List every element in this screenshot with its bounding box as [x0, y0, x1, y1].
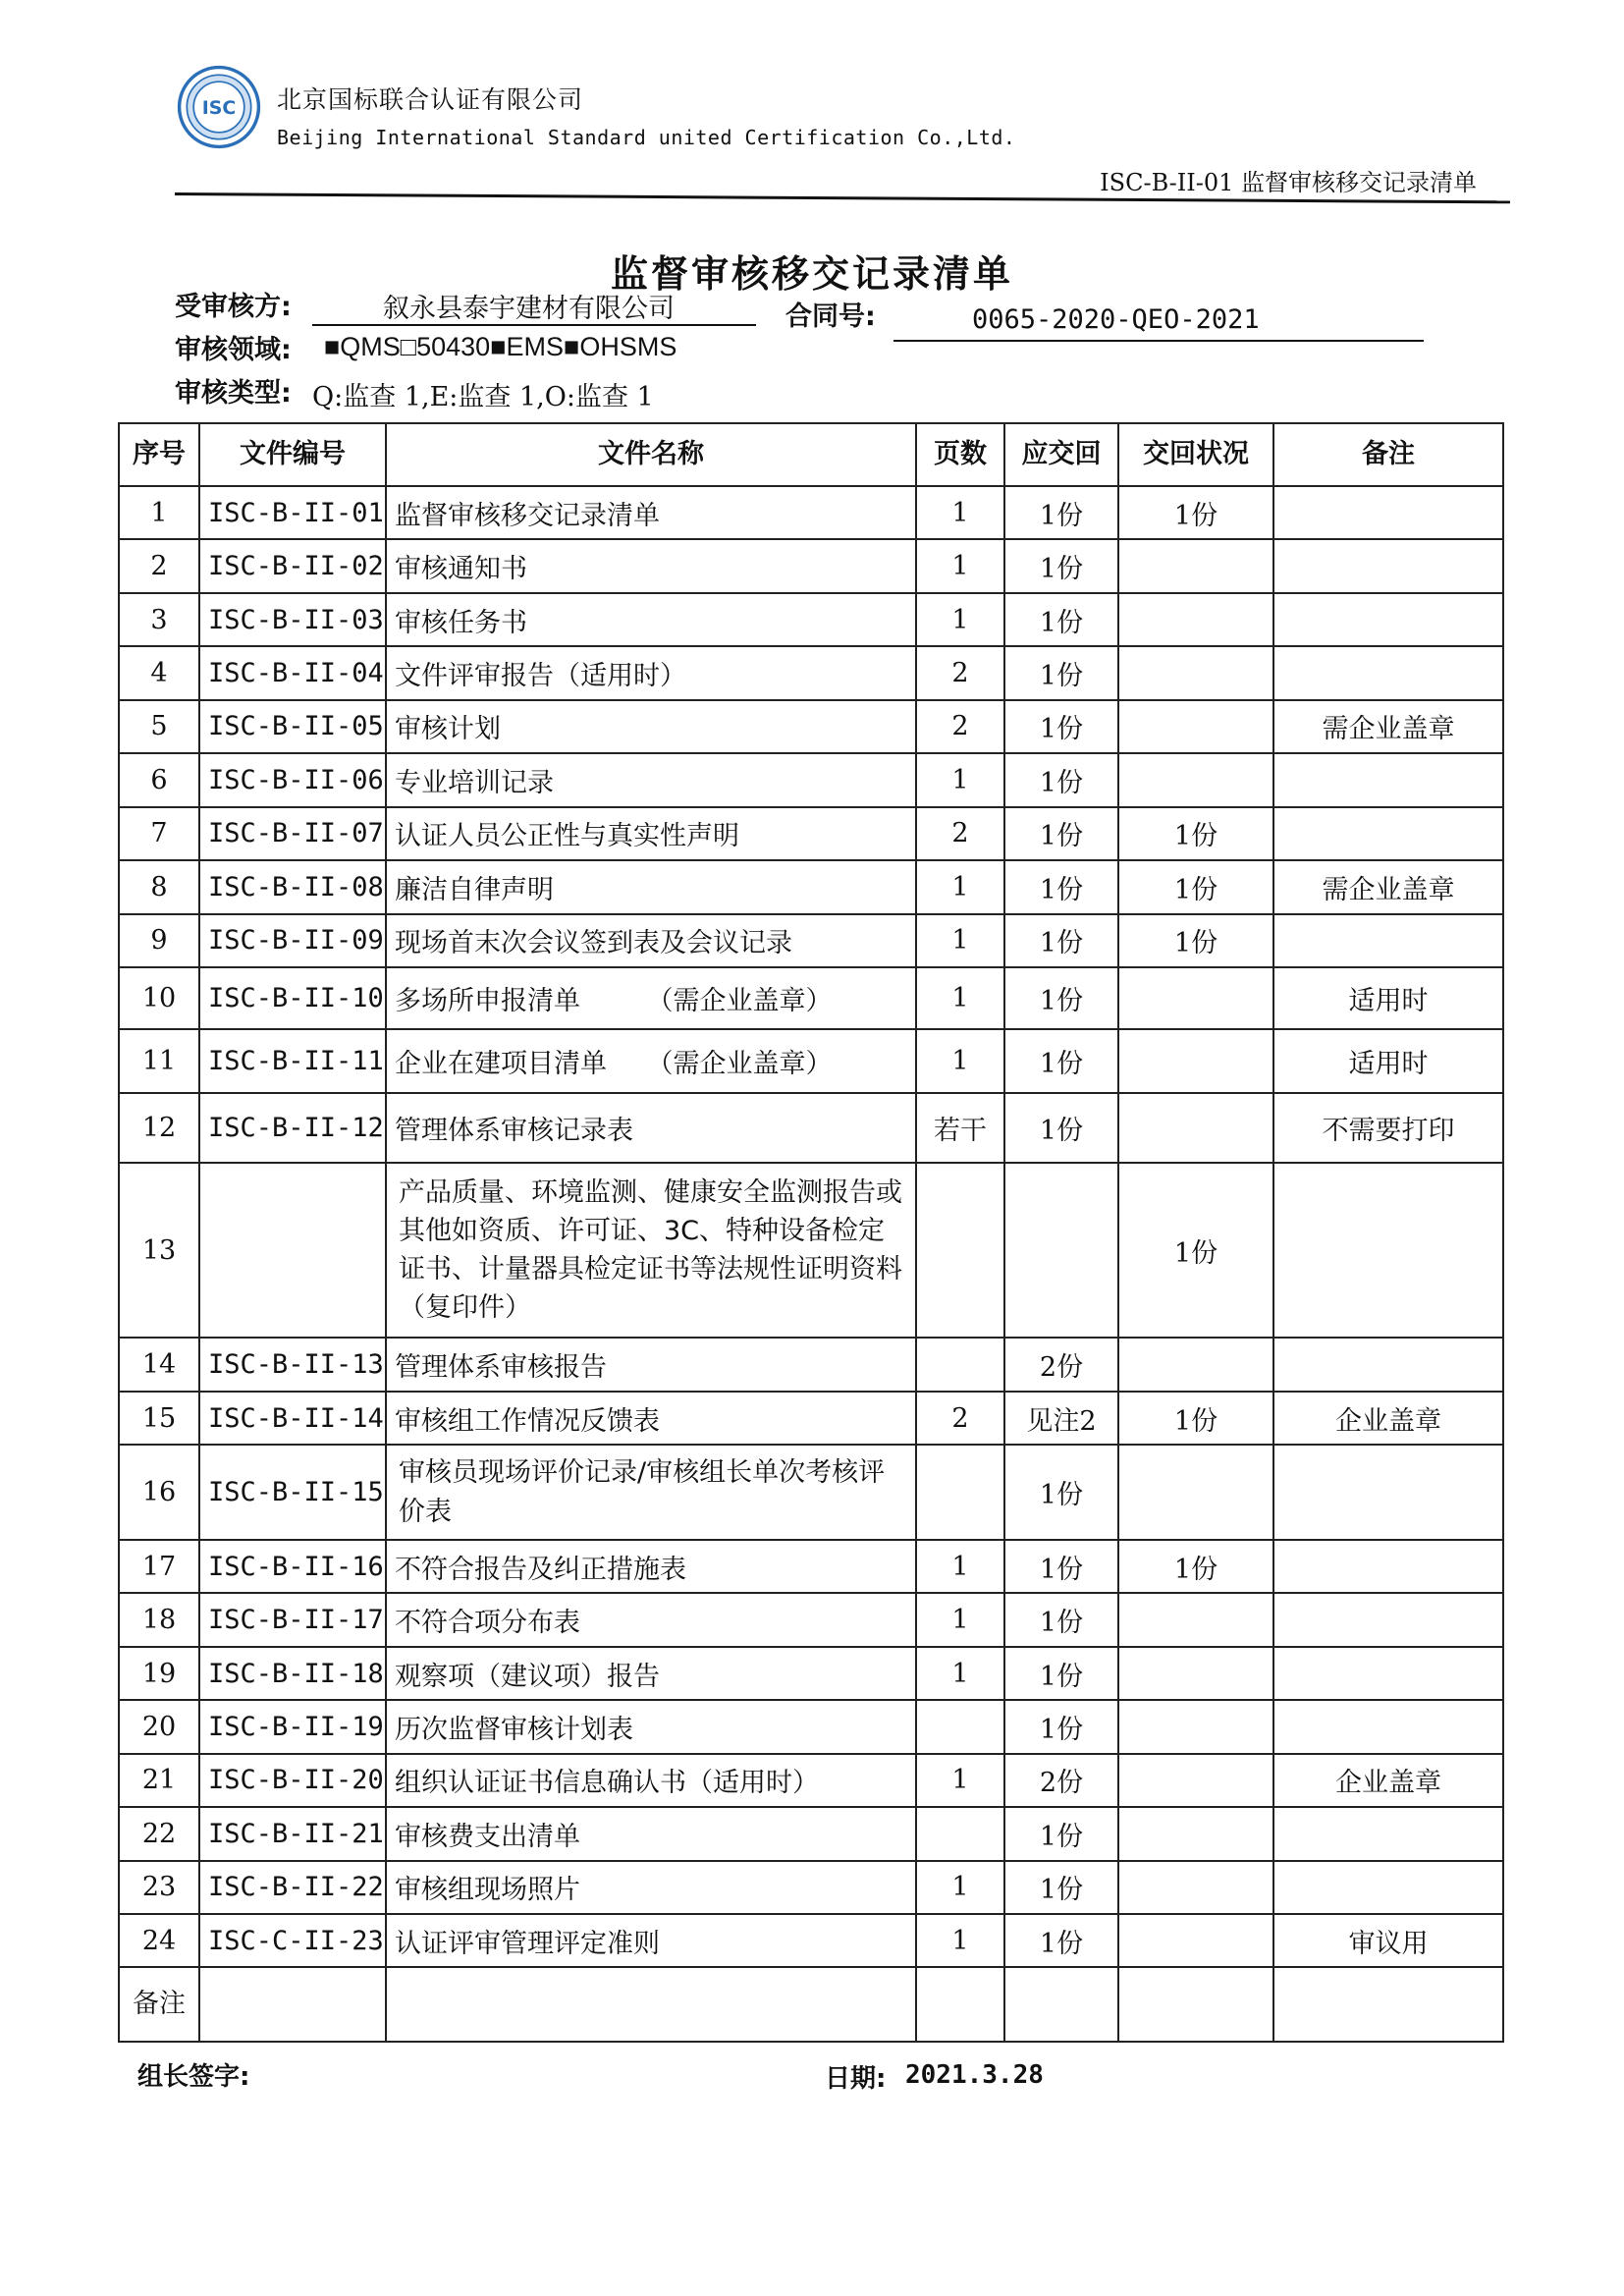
row-due: 1份 [1004, 1445, 1118, 1540]
row-seq: 23 [119, 1861, 199, 1914]
header-seq: 序号 [119, 423, 199, 486]
row-file-name: 审核组现场照片 [386, 1861, 916, 1914]
row-due: 1份 [1004, 1593, 1118, 1646]
row-due: 1份 [1004, 1647, 1118, 1700]
row-pages: 若干 [916, 1093, 1004, 1163]
table-row [119, 860, 1503, 913]
auditee-label: 受审核方: [175, 292, 292, 322]
row-due: 1份 [1004, 539, 1118, 592]
row-seq: 2 [119, 539, 199, 592]
row-remark [1273, 914, 1503, 967]
row-remark [1273, 593, 1503, 646]
row-file-name: 组织认证证书信息确认书（适用时） [386, 1754, 916, 1807]
table-row [119, 1093, 1503, 1163]
row-file-name: 审核计划 [386, 700, 916, 753]
header-code: 文件编号 [199, 423, 386, 486]
row-seq: 4 [119, 646, 199, 699]
row-seq: 21 [119, 1754, 199, 1807]
row-returned: 1份 [1118, 807, 1273, 860]
row-pages [916, 1163, 1004, 1339]
row-returned [1118, 1914, 1273, 1967]
row-file-code: ISC-B-II-04 [199, 646, 386, 699]
domain-value: ■QMS□50430■EMS■OHSMS [324, 332, 677, 361]
form-code: ISC-B-II-01 监督审核移交记录清单 [1100, 169, 1477, 196]
row-returned [1118, 1700, 1273, 1753]
row-pages [916, 1700, 1004, 1753]
row-pages: 1 [916, 539, 1004, 592]
row-due: 1份 [1004, 1029, 1118, 1093]
row-returned: 1份 [1118, 1392, 1273, 1445]
table-row [119, 1540, 1503, 1593]
row-seq: 5 [119, 700, 199, 753]
row-due: 1份 [1004, 593, 1118, 646]
table-row [119, 646, 1503, 699]
row-due: 1份 [1004, 1807, 1118, 1860]
remarks-cell [1118, 1967, 1273, 2042]
row-remark [1273, 1647, 1503, 1700]
row-returned: 1份 [1118, 860, 1273, 913]
row-pages: 1 [916, 1914, 1004, 1967]
row-file-code: ISC-B-II-02 [199, 539, 386, 592]
contract-label: 合同号: [785, 301, 876, 332]
row-file-code: ISC-B-II-08 [199, 860, 386, 913]
row-pages: 1 [916, 967, 1004, 1029]
row-seq: 10 [119, 967, 199, 1029]
table-row [119, 1338, 1503, 1391]
row-file-code: ISC-B-II-07 [199, 807, 386, 860]
row-file-name: 审核任务书 [386, 593, 916, 646]
row-returned: 1份 [1118, 1163, 1273, 1339]
header-returned: 交回状况 [1118, 423, 1273, 486]
row-pages [916, 1807, 1004, 1860]
audit-type-value: Q:监查 1,E:监查 1,O:监查 1 [312, 382, 654, 412]
row-seq: 14 [119, 1338, 199, 1391]
row-file-code: ISC-B-II-12 [199, 1093, 386, 1163]
company-logo [177, 65, 261, 149]
row-returned [1118, 1445, 1273, 1540]
row-remark: 企业盖章 [1273, 1754, 1503, 1807]
row-due: 1份 [1004, 1914, 1118, 1967]
row-remark [1273, 1445, 1503, 1540]
row-due: 1份 [1004, 1540, 1118, 1593]
row-returned [1118, 1029, 1273, 1093]
row-pages: 1 [916, 1647, 1004, 1700]
row-seq: 20 [119, 1700, 199, 1753]
row-pages: 1 [916, 1540, 1004, 1593]
row-returned [1118, 1754, 1273, 1807]
row-seq: 16 [119, 1445, 199, 1540]
header-name: 文件名称 [386, 423, 916, 486]
row-file-code [199, 1163, 386, 1339]
row-remark [1273, 1163, 1503, 1339]
row-due: 1份 [1004, 967, 1118, 1029]
row-remark [1273, 646, 1503, 699]
row-file-code: ISC-B-II-13 [199, 1338, 386, 1391]
table-row [119, 1163, 1503, 1339]
row-returned [1118, 700, 1273, 753]
row-due: 1份 [1004, 1700, 1118, 1753]
row-seq: 8 [119, 860, 199, 913]
row-file-code: ISC-B-II-15 [199, 1445, 386, 1540]
row-due: 2份 [1004, 1754, 1118, 1807]
table-row [119, 1392, 1503, 1445]
row-remark [1273, 1540, 1503, 1593]
company-name-en: Beijing International Standard united Certification Co.,Ltd. [277, 126, 1016, 149]
row-seq: 6 [119, 753, 199, 806]
table-row [119, 1914, 1503, 1967]
row-file-code: ISC-B-II-09 [199, 914, 386, 967]
remarks-row [119, 1967, 1503, 2042]
row-file-name: 多场所申报清单 （需企业盖章） [386, 967, 916, 1029]
row-pages: 1 [916, 486, 1004, 539]
row-due: 2份 [1004, 1338, 1118, 1391]
table-row [119, 1700, 1503, 1753]
row-returned [1118, 1647, 1273, 1700]
row-file-code: ISC-C-II-23 [199, 1914, 386, 1967]
row-file-code: ISC-B-II-18 [199, 1647, 386, 1700]
domain-label: 审核领域: [175, 335, 292, 365]
row-returned [1118, 539, 1273, 592]
row-file-code: ISC-B-II-03 [199, 593, 386, 646]
row-pages [916, 1338, 1004, 1391]
logo-text: ISC [201, 96, 237, 119]
remarks-cell [916, 1967, 1004, 2042]
row-file-name: 审核组工作情况反馈表 [386, 1392, 916, 1445]
table-row [119, 1807, 1503, 1860]
row-due: 1份 [1004, 486, 1118, 539]
table-row [119, 807, 1503, 860]
remarks-cell [1004, 1967, 1118, 2042]
row-file-name: 管理体系审核记录表 [386, 1093, 916, 1163]
row-file-code: ISC-B-II-11 [199, 1029, 386, 1093]
row-remark [1273, 1807, 1503, 1860]
auditee-value: 叙永县泰宇建材有限公司 [383, 294, 675, 324]
row-due: 1份 [1004, 807, 1118, 860]
row-file-code: ISC-B-II-17 [199, 1593, 386, 1646]
row-remark [1273, 486, 1503, 539]
date-value: 2021.3.28 [905, 2060, 1044, 2090]
row-file-name: 认证人员公正性与真实性声明 [386, 807, 916, 860]
row-file-name: 企业在建项目清单 （需企业盖章） [386, 1029, 916, 1093]
row-pages: 1 [916, 914, 1004, 967]
row-seq: 18 [119, 1593, 199, 1646]
row-remark [1273, 1593, 1503, 1646]
row-returned: 1份 [1118, 1540, 1273, 1593]
row-file-code: ISC-B-II-01 [199, 486, 386, 539]
date-label: 日期: [825, 2064, 887, 2094]
row-returned [1118, 646, 1273, 699]
row-remark [1273, 807, 1503, 860]
row-file-name: 审核通知书 [386, 539, 916, 592]
audit-type-label: 审核类型: [175, 378, 292, 409]
row-pages: 2 [916, 1392, 1004, 1445]
row-seq: 9 [119, 914, 199, 967]
row-pages: 1 [916, 753, 1004, 806]
row-file-name: 现场首末次会议签到表及会议记录 [386, 914, 916, 967]
table-row [119, 539, 1503, 592]
row-seq: 22 [119, 1807, 199, 1860]
row-file-code: ISC-B-II-06 [199, 753, 386, 806]
table-body [119, 486, 1503, 2042]
row-file-name: 认证评审管理评定准则 [386, 1914, 916, 1967]
row-seq: 3 [119, 593, 199, 646]
row-file-name: 不符合报告及纠正措施表 [386, 1540, 916, 1593]
row-file-code: ISC-B-II-16 [199, 1540, 386, 1593]
header-pages: 页数 [916, 423, 1004, 486]
auditee-underline [312, 324, 756, 326]
row-pages: 1 [916, 1029, 1004, 1093]
row-file-name: 观察项（建议项）报告 [386, 1647, 916, 1700]
row-returned: 1份 [1118, 914, 1273, 967]
row-remark: 适用时 [1273, 967, 1503, 1029]
company-name-cn: 北京国标联合认证有限公司 [277, 85, 584, 114]
table-row [119, 1445, 1503, 1540]
table-row [119, 914, 1503, 967]
row-returned [1118, 1861, 1273, 1914]
row-file-name: 不符合项分布表 [386, 1593, 916, 1646]
row-remark [1273, 1338, 1503, 1391]
table-row [119, 1029, 1503, 1093]
table-header-row [119, 423, 1503, 486]
row-remark [1273, 1700, 1503, 1753]
row-returned: 1份 [1118, 486, 1273, 539]
contract-underline [893, 340, 1424, 342]
row-pages: 1 [916, 860, 1004, 913]
row-seq: 1 [119, 486, 199, 539]
remarks-cell [1273, 1967, 1503, 2042]
document-title: 监督审核移交记录清单 [610, 252, 1013, 296]
row-seq: 17 [119, 1540, 199, 1593]
contract-value: 0065-2020-QEO-2021 [972, 304, 1260, 335]
row-pages: 1 [916, 593, 1004, 646]
row-file-name: 审核费支出清单 [386, 1807, 916, 1860]
row-returned [1118, 1093, 1273, 1163]
row-remark: 适用时 [1273, 1029, 1503, 1093]
row-file-code: ISC-B-II-10 [199, 967, 386, 1029]
row-remark: 需企业盖章 [1273, 860, 1503, 913]
row-returned [1118, 753, 1273, 806]
row-due: 1份 [1004, 1861, 1118, 1914]
row-returned [1118, 1593, 1273, 1646]
row-pages: 1 [916, 1593, 1004, 1646]
table-row [119, 593, 1503, 646]
leader-signature-label: 组长签字: [137, 2062, 250, 2092]
row-remark: 审议用 [1273, 1914, 1503, 1967]
handover-table [118, 422, 1504, 2043]
row-due [1004, 1163, 1118, 1339]
row-remark: 不需要打印 [1273, 1093, 1503, 1163]
table-row [119, 1754, 1503, 1807]
row-seq: 15 [119, 1392, 199, 1445]
row-file-name: 专业培训记录 [386, 753, 916, 806]
row-due: 见注2 [1004, 1392, 1118, 1445]
row-pages: 1 [916, 1754, 1004, 1807]
row-remark: 需企业盖章 [1273, 700, 1503, 753]
row-file-name: 产品质量、环境监测、健康安全监测报告或其他如资质、许可证、3C、特种设备检定证书、计量器具检定证书等法规性证明资料（复印件） [386, 1163, 916, 1339]
row-file-name: 廉洁自律声明 [386, 860, 916, 913]
row-file-code: ISC-B-II-21 [199, 1807, 386, 1860]
row-remark [1273, 753, 1503, 806]
remarks-cell [386, 1967, 916, 2042]
row-pages: 1 [916, 1861, 1004, 1914]
table-row [119, 1861, 1503, 1914]
header-remark: 备注 [1273, 423, 1503, 486]
row-file-name: 监督审核移交记录清单 [386, 486, 916, 539]
row-seq: 11 [119, 1029, 199, 1093]
row-seq: 13 [119, 1163, 199, 1339]
row-due: 1份 [1004, 753, 1118, 806]
row-seq: 7 [119, 807, 199, 860]
row-returned [1118, 1807, 1273, 1860]
row-file-name: 文件评审报告（适用时） [386, 646, 916, 699]
row-file-code: ISC-B-II-22 [199, 1861, 386, 1914]
row-remark [1273, 1861, 1503, 1914]
table-row [119, 1593, 1503, 1646]
row-file-name: 历次监督审核计划表 [386, 1700, 916, 1753]
row-file-name: 审核员现场评价记录/审核组长单次考核评价表 [386, 1445, 916, 1540]
row-due: 1份 [1004, 1093, 1118, 1163]
table-row [119, 753, 1503, 806]
row-file-name: 管理体系审核报告 [386, 1338, 916, 1391]
row-remark: 企业盖章 [1273, 1392, 1503, 1445]
row-pages: 2 [916, 700, 1004, 753]
row-returned [1118, 967, 1273, 1029]
row-remark [1273, 539, 1503, 592]
header-due: 应交回 [1004, 423, 1118, 486]
row-seq: 24 [119, 1914, 199, 1967]
table-row [119, 486, 1503, 539]
row-file-code: ISC-B-II-05 [199, 700, 386, 753]
remarks-cell [199, 1967, 386, 2042]
row-pages: 2 [916, 807, 1004, 860]
row-returned [1118, 1338, 1273, 1391]
row-file-code: ISC-B-II-20 [199, 1754, 386, 1807]
table-row [119, 1647, 1503, 1700]
row-file-code: ISC-B-II-14 [199, 1392, 386, 1445]
remarks-label: 备注 [119, 1967, 199, 2042]
row-due: 1份 [1004, 914, 1118, 967]
table-row [119, 700, 1503, 753]
row-pages: 2 [916, 646, 1004, 699]
table-row [119, 967, 1503, 1029]
row-seq: 19 [119, 1647, 199, 1700]
row-due: 1份 [1004, 860, 1118, 913]
row-seq: 12 [119, 1093, 199, 1163]
row-returned [1118, 593, 1273, 646]
row-pages [916, 1445, 1004, 1540]
row-due: 1份 [1004, 700, 1118, 753]
row-file-code: ISC-B-II-19 [199, 1700, 386, 1753]
row-due: 1份 [1004, 646, 1118, 699]
